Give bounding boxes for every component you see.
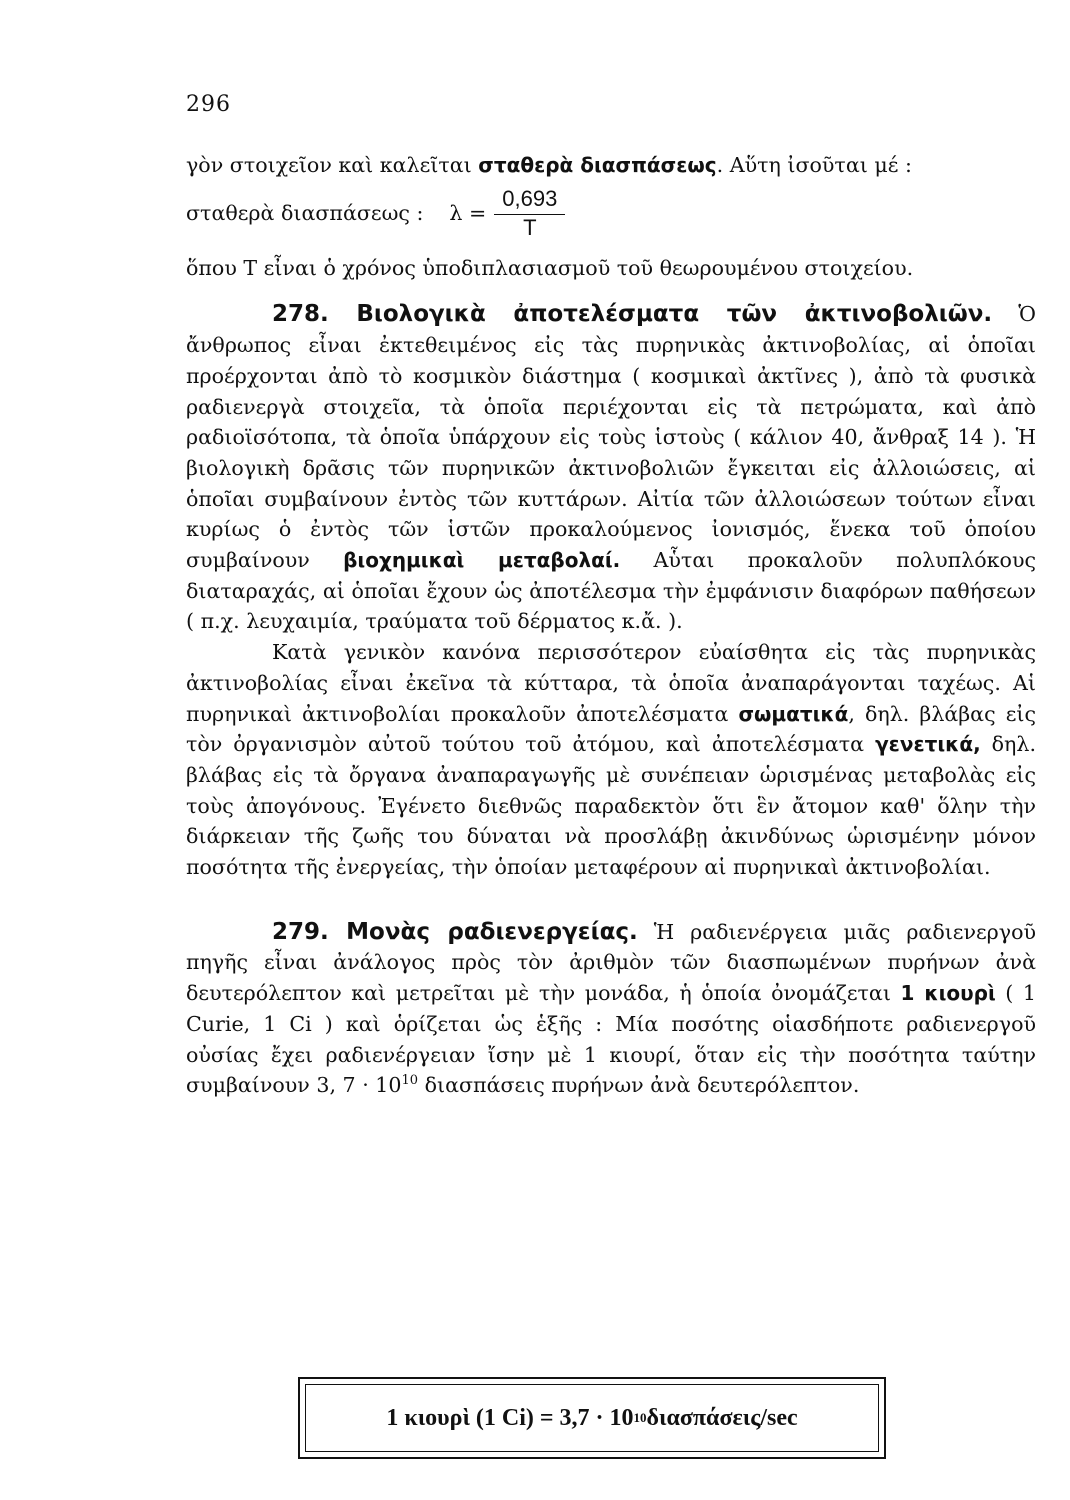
section-279-title: 279. Μονὰς ραδιενεργείας. [272, 918, 638, 945]
biochemical-changes-term: βιοχημικαὶ μεταβολαί. [343, 548, 621, 573]
section-278-text-a: Ὁ ἄνθρωπος εἶναι ἐκτεθειμένος εἰς τὰς πυρηνικὰς ἀκτινοβολίας, αἱ ὁποῖαι προέρχονται ἀπὸ τὸ κοσμικὸν διάστημα ( κοσμικαὶ ἀκτῖνες ), ἀπὸ τὰ φυσικὰ ραδιενεργὰ στοιχεῖα, τὰ ὁποῖα περιέχονται εἰς τὰ πετρώματα, καὶ ἀπὸ ραδιοϊσότοπα, τὰ ὁποῖα ὑπάρχουν εἰς τοὺς ἱστοὺς ( κάλιον 40, ἄνθραξ 14 ). Ἡ βιολογικὴ δρᾶσις τῶν πυρηνικῶν ἀκτινοβολιῶν ἔγκειται εἰς ἀλλοιώσεις, αἱ ὁποῖαι συμβαίνουν ἐντὸς τῶν κυττάρων. Αἰτία τῶν ἀλλοιώσεων τούτων εἶναι κυρίως ὁ ἐντὸς τῶν ἱστῶν προκαλούμενος ἰονισμός, ἕνεκα τοῦ ὁποίου συμβαίνουν [186, 302, 1036, 573]
curie-formula-left: 1 κιουρὶ (1 Ci) = 3,7 · 10 [386, 1404, 634, 1431]
section-278-p2-text-a: Κατὰ γενικὸν κανόνα περισσότερον εὐαίσθητα εἰς τὰς πυρηνικὰς ἀκτινοβολίας εἶναι ἐκεῖνα τὰ κύτταρα, τὰ ὁποῖα ἀναπαράγονται ταχέως. Αἱ πυρηνικαὶ ἀκτινοβολίαι προκαλοῦν ἀποτελέσματα [186, 640, 1036, 726]
section-278-title: 278. Βιολογικὰ ἀποτελέσματα τῶν ἀκτινοβολιῶν. [272, 301, 993, 328]
section-279-text-c: διασπάσεις πυρήνων ἀνὰ δευτερόλεπτον. [418, 1073, 860, 1098]
section-279-text-a: Ἡ ραδιενέργεια μιᾶς ραδιενεργοῦ πηγῆς εἶναι ἀνάλογος πρὸς τὸν ἀριθμὸν τῶν διασπωμένων πυρήνων ἀνὰ δευτερόλεπτον καὶ μετρεῖται μὲ τὴν μονάδα, ἡ ὁποία ὀνομάζεται [186, 919, 1036, 1006]
section-278-p2-text-b: , δηλ. βλάβας εἰς τὸν ὀργανισμὸν αὐτοῦ τούτου τοῦ ἀτόμου, καὶ ἀποτελέσματα [186, 701, 1036, 757]
section-279-exponent: 10 [401, 1073, 419, 1089]
formula-fraction [494, 186, 565, 241]
section-278-paragraph-2 [186, 637, 1036, 883]
curie-definition-box [298, 1377, 886, 1459]
section-278-paragraph [186, 299, 1036, 637]
section-278-p2-text-c: δηλ. βλάβας εἰς τὰ ὄργανα ἀναπαραγωγῆς μὲ συνέπειαν ὡρισμένας μεταβολὰς εἰς τοὺς ἀπογόνους. Ἐγένετο διεθνῶς παραδεκτὸν ὅτι ἓν ἄτομον καθ' ὅλην τὴν διάρκειαν τῆς ζωῆς του δύναται νὰ προσλάβῃ ἀκινδύνως ὡρισμένην μόνον ποσότητα τῆς ἐνεργείας, τὴν ὁποίαν μεταφέρουν αἱ πυρηνικαὶ ἀκτινοβολίαι. [186, 732, 1036, 880]
intro-text: γὸν στοιχεῖον καὶ καλεῖται [186, 153, 479, 177]
section-278-text-b: Αὗται προκαλοῦν πολυπλόκους διαταραχάς, αἱ ὁποῖαι ἔχουν ὡς ἀποτέλεσμα τὴν ἐμφάνισιν διαφόρων παθήσεων ( π.χ. λευχαιμία, τραύματα τοῦ δέρματος κ.ἄ. ). [186, 548, 1036, 634]
formula-denominator: T [523, 215, 537, 241]
formula-lambda: λ = [449, 201, 487, 226]
formula-label: σταθερὰ διασπάσεως : [186, 201, 424, 226]
section-279-text-b: ( 1 Curie, 1 Ci ) καὶ ὁρίζεται ὡς ἑξῆς : Μία ποσότης οἱασδήποτε ραδιενεργοῦ οὐσίας ἔχει ραδιενέργειαν ἴσην μὲ 1 κιουρί, ὅταν εἰς τὴν ποσότητα ταύτην συμβαίνουν 3, 7 · 10 [186, 981, 1036, 1098]
intro-paragraph [186, 150, 1036, 181]
decay-constant-term: σταθερὰ διασπάσεως [478, 153, 717, 177]
somatic-term: σωματικά [738, 701, 849, 726]
formula-numerator: 0,693 [494, 186, 565, 215]
half-life-paragraph: ὅπου T εἶναι ὁ χρόνος ὑποδιπλασιασμοῦ τοῦ θεωρουμένου στοιχείου. [186, 255, 914, 280]
curie-formula-right: διασπάσεις/sec [646, 1404, 798, 1431]
genetic-term: γενετικά, [875, 732, 981, 757]
decay-formula [186, 175, 1036, 253]
section-279-paragraph [186, 917, 1036, 1101]
intro-tail: . Αὕτη ἰσοῦται μέ : [716, 153, 912, 177]
page-content [186, 150, 1036, 1101]
page-number: 296 [186, 92, 231, 117]
curie-definition-inner: 1 κιουρὶ (1 Ci) = 3,7 · 10 10 διασπάσεις/sec [305, 1384, 879, 1452]
curie-term: 1 κιουρὶ [900, 981, 996, 1006]
